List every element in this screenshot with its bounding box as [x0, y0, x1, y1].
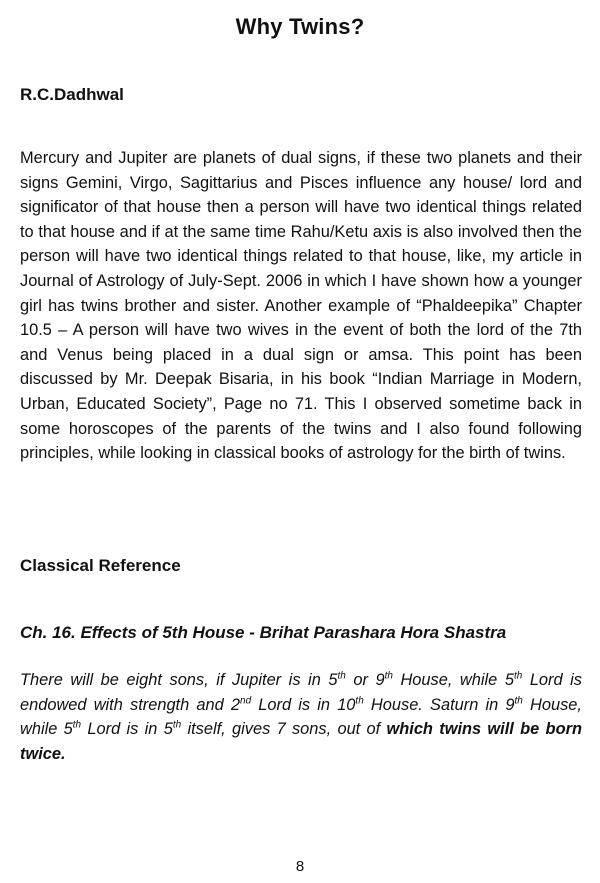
reference-heading: Ch. 16. Effects of 5th House - Brihat Parashara Hora Shastra	[20, 623, 507, 642]
quote-bold-text: which twins will be born twice.	[20, 720, 582, 763]
quote-superscript: th	[514, 695, 523, 707]
body-paragraph: Mercury and Jupiter are planets of dual signs, if these two planets and their signs Gemini, Virgo, Sagittarius and Pisces influence any house/ lord and significator of that house then a person will have two identical things related to that house and if at the same time Rahu/Ketu axis is also involved then the person will have two identical things related to that house, like, my article in Journal of Astrology of July-Sept. 2006 in which I have shown how a younger girl has twins brother and sister. Another example of “Phaldeepika” Chapter 10.5 – A person will have two wives in the event of both the lord of the 7th and Venus being placed in a dual sign or amsa. This point has been discussed by Mr. Deepak Bisaria, in his book “Indian Marriage in Modern, Urban, Educated Society”, Page no 71. This I observed sometime back in some horoscopes of the parents of the twins and I also found following principles, while looking in classical books of astrology for the birth of twins.	[20, 149, 582, 463]
author-name: R.C.Dadhwal	[20, 85, 124, 104]
quote-text: House. Saturn in 9	[363, 695, 515, 714]
classical-quote	[20, 668, 582, 766]
quote-superscript: th	[72, 719, 82, 731]
quote-text: itself, gives 7 sons, out of	[181, 720, 387, 739]
quote-text: House, while 5	[392, 671, 514, 689]
quote-superscript: th	[384, 670, 393, 682]
quote-superscript: th	[513, 670, 523, 682]
page-number: 8	[295, 858, 305, 875]
page-title: Why Twins?	[235, 14, 365, 39]
quote-superscript: nd	[240, 695, 252, 707]
quote-superscript: th	[337, 670, 346, 682]
quote-superscript: th	[355, 695, 364, 707]
section-heading: Classical Reference	[20, 556, 181, 575]
quote-text: Lord is in 10	[251, 695, 356, 714]
quote-superscript: th	[172, 719, 182, 731]
quote-text: Lord is in 5	[81, 720, 173, 739]
quote-text: House, while 5	[20, 695, 582, 739]
quote-text: Lord is endowed with strength and 2	[20, 671, 582, 714]
quote-text: There will be eight sons, if Jupiter is in 5	[20, 671, 338, 689]
quote-text: or 9	[345, 671, 385, 689]
